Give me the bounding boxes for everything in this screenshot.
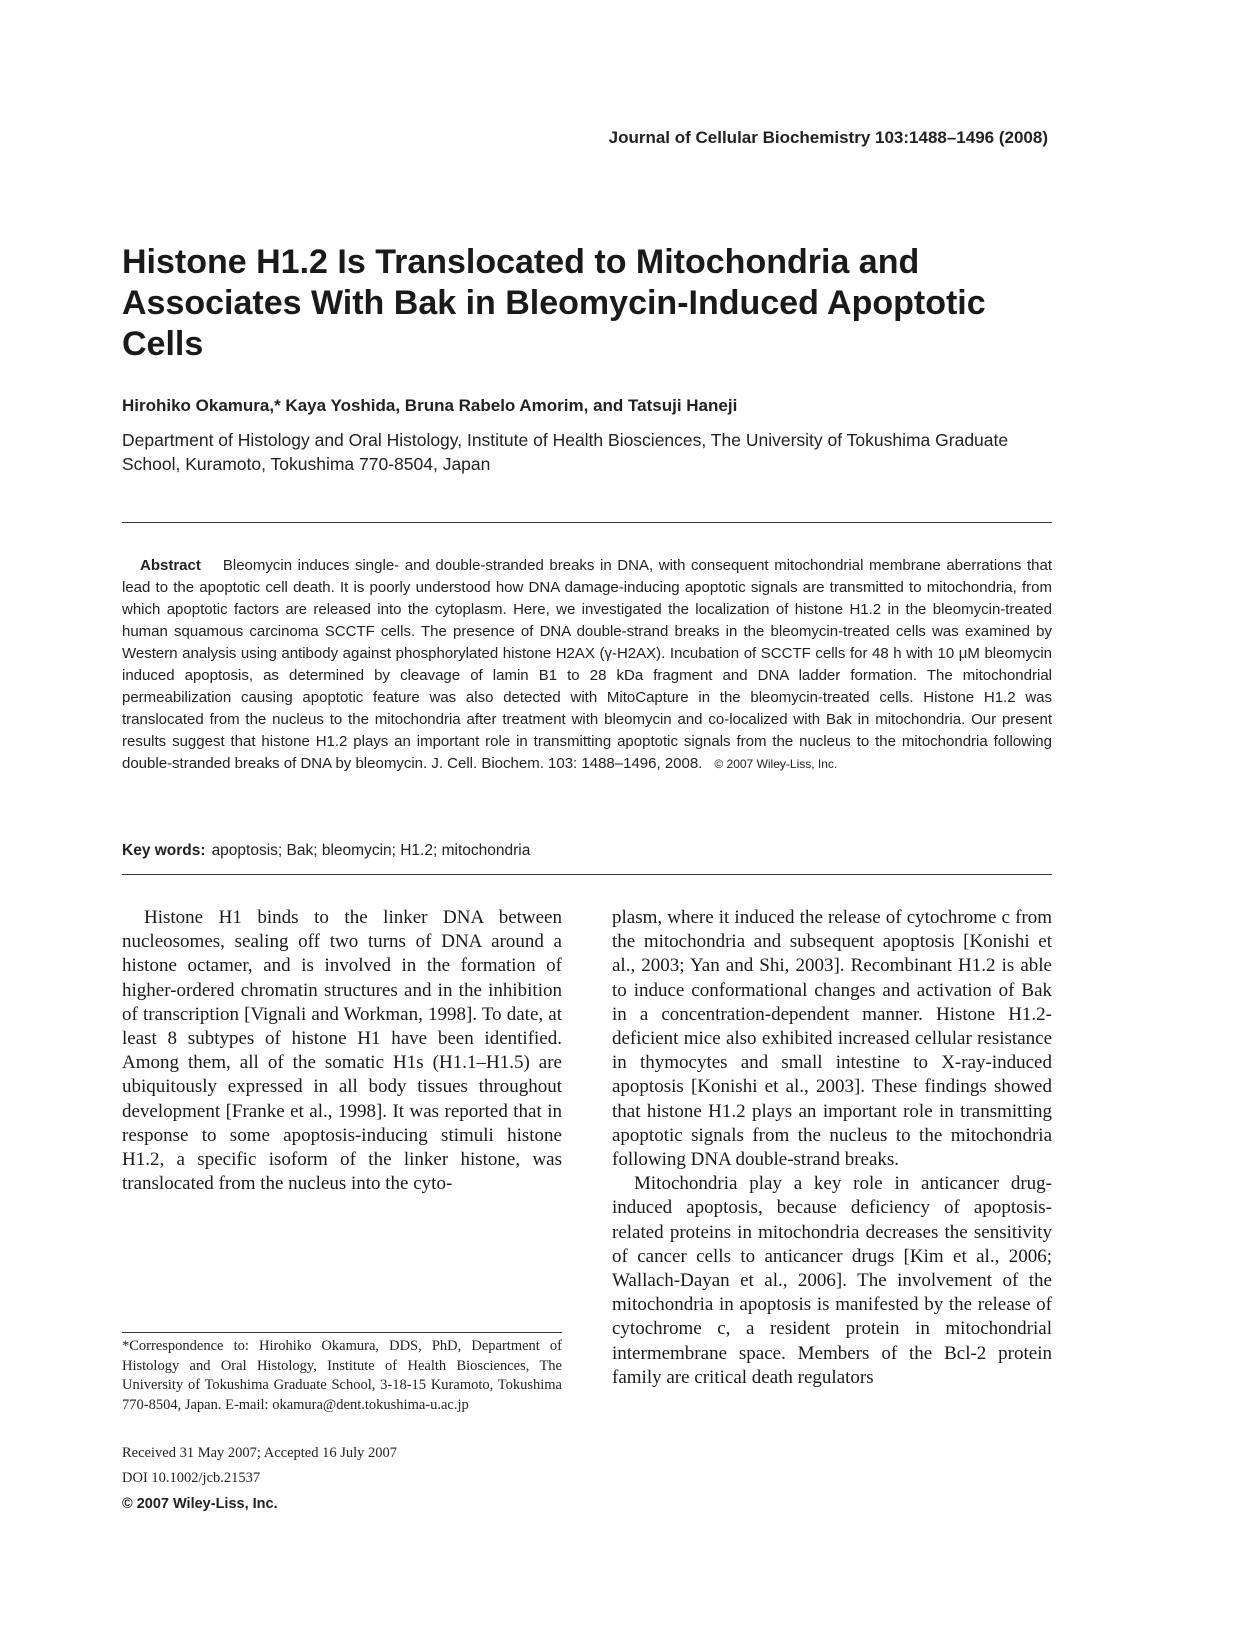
copyright-line: © 2007 Wiley-Liss, Inc. <box>122 1496 278 1512</box>
author-list: Hirohiko Okamura,* Kaya Yoshida, Bruna Rabelo Amorim, and Tatsuji Haneji <box>122 396 738 415</box>
footnote-rule <box>122 1332 562 1333</box>
doi-line: DOI 10.1002/jcb.21537 <box>122 1470 261 1486</box>
abstract-top-rule <box>122 522 1052 523</box>
article-title: Histone H1.2 Is Translocated to Mitochondria and Associates With Bak in Bleomycin-Induced Apoptotic Cells <box>122 243 986 363</box>
keywords-line <box>122 842 530 860</box>
keywords-text: apoptosis; Bak; bleomycin; H1.2; mitochondria <box>211 842 531 859</box>
body-left-column <box>122 906 562 1196</box>
author-affiliation: Department of Histology and Oral Histology, Institute of Health Biosciences, The University of Tokushima Graduate School, Kuramoto, Tokushima 770-8504, Japan <box>122 430 1009 474</box>
abstract-copyright: © 2007 Wiley-Liss, Inc. <box>714 757 838 771</box>
abstract-label: Abstract <box>140 557 201 574</box>
body-right-column <box>612 906 1052 1390</box>
abstract-text: Bleomycin induces single- and double-stranded breaks in DNA, with consequent mitochondrial membrane aberrations that lead to the apoptotic cell death. It is poorly understood how DNA damage-inducing apoptotic signals are transmitted to mitochondria, from which apoptotic factors are released into the cytoplasm. Here, we investigated the localization of histone H1.2 in the bleomycin-treated human squamous carcinoma SCCTF cells. The presence of DNA double-strand breaks in the bleomycin-treated cells was examined by Western analysis using antibody against phosphorylated histone H2AX (γ-H2AX). Incubation of SCCTF cells for 48 h with 10 μM bleomycin induced apoptosis, as determined by cleavage of lamin B1 to 28 kDa fragment and DNA ladder formation. The mitochondrial permeabilization causing apoptotic feature was also detected with MitoCapture in the bleomycin-treated cells. Histone H1.2 was translocated from the nucleus to the mitochondria after treatment with bleomycin and co-localized with Bak in mitochondria. Our present results suggest that histone H1.2 plays an important role in transmitting apoptotic signals from the nucleus to the mitochondria following double-stranded breaks of DNA by bleomycin. J. Cell. Biochem. 103: 1488–1496, 2008. <box>122 557 1052 772</box>
abstract-bottom-rule <box>122 874 1052 875</box>
correspondence-footnote: *Correspondence to: Hirohiko Okamura, DDS, PhD, Department of Histology and Oral Histology, Institute of Health Biosciences, The University of Tokushima Graduate School, 3-18-15 Kuramoto, Tokushima 770-8504, Japan. E-mail: okamura@dent.tokushima-u.ac.jp <box>122 1338 562 1413</box>
body-paragraph: Histone H1 binds to the linker DNA between nucleosomes, sealing off two turns of DNA around a histone octamer, and is involved in the formation of higher-ordered chromatin structures and in the inhibition of transcription [Vignali and Workman, 1998]. To date, at least 8 subtypes of histone H1 have been identified. Among them, all of the somatic H1s (H1.1–H1.5) are ubiquitously expressed in all body tissues throughout development [Franke et al., 1998]. It was reported that in response to some apoptosis-inducing stimuli histone H1.2, a specific isoform of the linker histone, was translocated from the nucleus into the cyto- <box>122 907 562 1195</box>
body-paragraph-continued: plasm, where it induced the release of cytochrome c from the mitochondria and subsequent apoptosis [Konishi et al., 2003; Yan and Shi, 2003]. Recombinant H1.2 is able to induce conformational changes and activation of Bak in a concentration-dependent manner. Histone H1.2-deficient mice also exhibited increased cellular resistance in thymocytes and small intestine to X-ray-induced apoptosis [Konishi et al., 2003]. These findings showed that histone H1.2 plays an important role in transmitting apoptotic signals from the nucleus to the mitochondria following DNA double-strand breaks. <box>612 907 1052 1171</box>
keywords-label: Key words: <box>122 842 206 859</box>
received-dates: Received 31 May 2007; Accepted 16 July 2007 <box>122 1445 398 1461</box>
body-paragraph: Mitochondria play a key role in anticancer drug-induced apoptosis, because deficiency of apoptosis-related proteins in mitochondria decreases the sensitivity of cancer cells to anticancer drugs [Kim et al., 2006; Wallach-Dayan et al., 2006]. The involvement of the mitochondria in apoptosis is manifested by the release of cytochrome c, a resident protein in mitochondrial intermembrane space. Members of the Bcl-2 protein family are critical death regulators <box>612 1173 1052 1388</box>
journal-citation: Journal of Cellular Biochemistry 103:1488–1496 (2008) <box>608 128 1048 147</box>
abstract-block <box>122 555 1052 775</box>
